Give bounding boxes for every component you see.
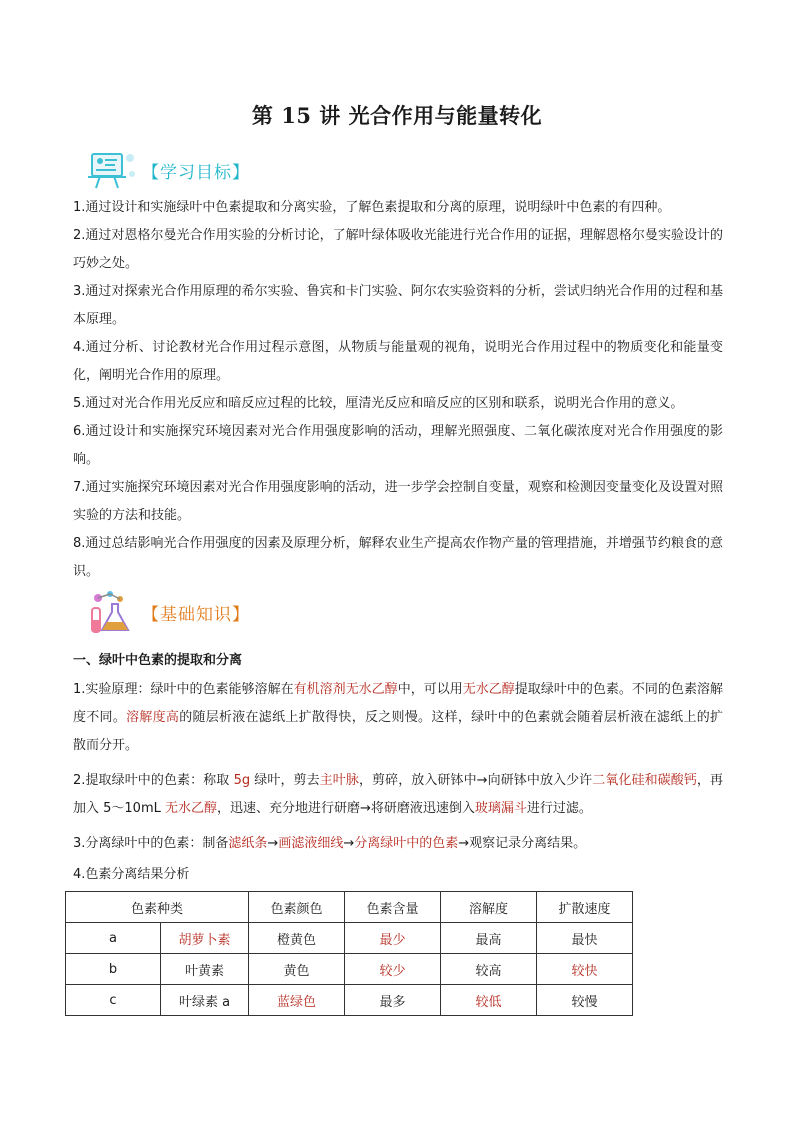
basic-knowledge-label: 【基础知识】 [142, 604, 250, 625]
separation-highlight-paper: 滤纸条 [228, 836, 268, 851]
principle-highlight-solubility: 溶解度高 [126, 710, 180, 725]
pigment-name: 胡萝卜素 [161, 923, 249, 954]
pigment-name: 叶黄素 [161, 954, 249, 985]
paragraph-separation [73, 830, 723, 858]
separation-text-g: →观察记录分离结果。 [458, 836, 587, 851]
extraction-highlight-5g: 5g [233, 773, 251, 788]
extraction-text-k: 进行过滤。 [526, 801, 592, 816]
paragraph-results: 4.色素分离结果分析 [73, 867, 190, 882]
pigment-color: 橙黄色 [249, 923, 345, 954]
objective-8: 8.通过总结影响光合作用强度的因素及原理分析，解释农业生产提高农作物产量的管理措施，并增强节约粮食的意识。 [73, 536, 723, 579]
objective-2: 2.通过对恩格尔曼光合作用实验的分析讨论，了解叶绿体吸收光能进行光合作用的证据，理解恩格尔曼实验设计的巧妙之处。 [73, 228, 723, 271]
row-id: b [66, 954, 161, 985]
extraction-highlight-vein: 主叶脉 [319, 773, 359, 788]
table-row [66, 923, 633, 954]
separation-highlight-line: 画滤液细线 [278, 836, 344, 851]
pigment-solubility: 最高 [441, 923, 537, 954]
objective-4: 4.通过分析、讨论教材光合作用过程示意图，从物质与能量观的视角，说明光合作用过程中的物质变化和能量变化，阐明光合作用的原理。 [73, 340, 723, 383]
extraction-highlight-silica: 二氧化硅和碳酸钙 [592, 773, 697, 788]
header-solubility: 溶解度 [441, 892, 537, 923]
table-header-row [66, 892, 633, 923]
separation-arrow-2: → [343, 836, 355, 851]
header-pigment-content: 色素含量 [345, 892, 441, 923]
objective-6: 6.通过设计和实施探究环境因素对光合作用强度影响的活动，理解光照强度、二氧化碳浓度对光合作用强度的影响。 [73, 424, 723, 467]
pigment-content: 最多 [345, 985, 441, 1016]
principle-text-e: 提取绿叶中的色素。不同的色素溶解度不同。 [73, 682, 723, 725]
extraction-highlight-ethanol: 无水乙醇 [164, 801, 217, 816]
learning-goals-header [86, 148, 250, 192]
extraction-text-e: ，剪碎，放入研钵中→向研钵中放入少许 [358, 773, 593, 788]
table-row [66, 954, 633, 985]
header-pigment-type: 色素种类 [66, 892, 249, 923]
objective-3: 3.通过对探索光合作用原理的希尔实验、鲁宾和卡门实验、阿尔农实验资料的分析，尝试归纳光合作用的过程和基本原理。 [73, 284, 723, 327]
extraction-text-g: ，再加入 5～10mL [73, 773, 723, 816]
page-title: 第 15 讲 光合作用与能量转化 [251, 103, 543, 128]
separation-text-a: 3.分离绿叶中的色素：制备 [73, 836, 229, 851]
pigment-content: 最少 [345, 923, 441, 954]
paragraph-principle [73, 676, 723, 760]
separation-highlight-separate: 分离绿叶中的色素 [354, 836, 459, 851]
extraction-text-c: 绿叶，剪去 [250, 773, 320, 788]
lab-flask-icon [86, 590, 138, 634]
learning-goals-label: 【学习目标】 [142, 162, 250, 183]
pigment-solubility: 较高 [441, 954, 537, 985]
section-heading-pigments: 一、绿叶中色素的提取和分离 [73, 653, 243, 668]
header-pigment-color: 色素颜色 [249, 892, 345, 923]
table-row [66, 985, 633, 1016]
principle-text-a: 1.实验原理：绿叶中的色素能够溶解在 [73, 682, 294, 697]
pigment-content: 较少 [345, 954, 441, 985]
pigment-speed: 较快 [537, 954, 633, 985]
row-id: c [66, 985, 161, 1016]
row-id: a [66, 923, 161, 954]
extraction-text-i: ，迅速、充分地进行研磨→将研磨液迅速倒入 [217, 801, 475, 816]
pigment-solubility: 较低 [441, 985, 537, 1016]
extraction-highlight-funnel: 玻璃漏斗 [474, 801, 527, 816]
objective-7: 7.通过实施探究环境因素对光合作用强度影响的活动，进一步学会控制自变量，观察和检测因变量变化及设置对照实验的方法和技能。 [73, 480, 723, 523]
basic-knowledge-header [86, 590, 250, 634]
pigment-speed: 较慢 [537, 985, 633, 1016]
pigment-results-table [65, 891, 633, 1016]
pigment-color: 蓝绿色 [249, 985, 345, 1016]
paragraph-extraction [73, 767, 723, 823]
pigment-name: 叶绿素 a [161, 985, 249, 1016]
presentation-board-icon [86, 148, 138, 192]
objective-5: 5.通过对光合作用光反应和暗反应过程的比较，厘清光反应和暗反应的区别和联系，说明光合作用的意义。 [73, 396, 684, 411]
separation-arrow-1: → [267, 836, 279, 851]
principle-text-g: 的随层析液在滤纸上扩散得快，反之则慢。这样，绿叶中的色素就会随着层析液在滤纸上的扩散而分开。 [73, 710, 723, 753]
principle-text-c: 中，可以用 [397, 682, 463, 697]
header-diffusion-speed: 扩散速度 [537, 892, 633, 923]
pigment-speed: 最快 [537, 923, 633, 954]
principle-highlight-ethanol: 无水乙醇 [462, 682, 515, 697]
principle-highlight-solvent: 有机溶剂无水乙醇 [293, 682, 398, 697]
objective-1: 1.通过设计和实施绿叶中色素提取和分离实验，了解色素提取和分离的原理，说明绿叶中色素的有四种。 [73, 200, 671, 215]
extraction-text-a: 2.提取绿叶中的色素：称取 [73, 773, 234, 788]
pigment-color: 黄色 [249, 954, 345, 985]
